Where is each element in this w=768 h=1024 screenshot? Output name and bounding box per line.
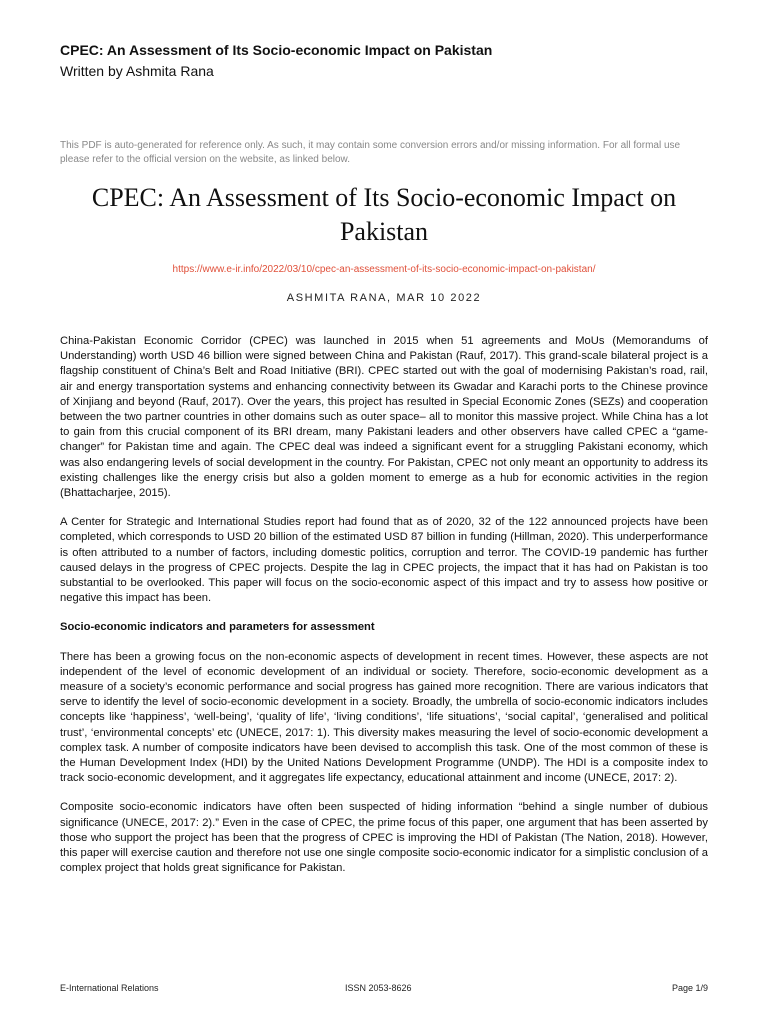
body-paragraph: There has been a growing focus on the non-economic aspects of development in recent times. However, these aspects are not independent of the level of economic development of an individual or society. Therefore, socio-economic development as a measure of a society’s economic performance and social progress has gained more recognition. There are various indicators that serve to identify the level of socio-economic development in a society. Broadly, the umbrella of socio-economic indicators includes concepts like ‘happiness’, ‘well-being’, ‘quality of life’, ‘living conditions’, ‘life situations’, ‘social capital’, ‘generalised and political trust’, ‘environmental concepts’ etc (UNECE, 2017: 1). This diversity makes measuring the level of socio-economic development a complex task. A number of composite indicators have been devised to accomplish this task. One of the most common of these is the Human Development Index (HDI) by the United Nations Development Programme (UNDP). The HDI is a composite index to track socio-economic development, and it aggregates life expectancy, educational attainment and income (UNECE, 2017: 2). <box>60 650 708 785</box>
article-byline: ASHMITA RANA, MAR 10 2022 <box>286 292 482 304</box>
header-title: CPEC: An Assessment of Its Socio-economic Impact on Pakistan <box>60 42 493 58</box>
footer-publisher: E-International Relations <box>60 983 159 993</box>
footer-issn: ISSN 2053-8626 <box>345 983 412 993</box>
body-paragraph: China-Pakistan Economic Corridor (CPEC) was launched in 2015 when 51 agreements and MoUs (Memorandums of Understanding) worth USD 46 billion were signed between China and Pakistan (Rauf, 2017). This grand-scale bilateral project is a flagship constituent of China’s Belt and Road Initiative (BRI). CPEC started out with the goal of modernising Pakistan’s road, rail, air and energy transportation systems and enhancing connectivity between its Gwadar and Karachi ports to the Chinese province of Xinjiang and beyond (Rauf, 2017). Over the years, this project has resulted in Special Economic Zones (SEZs) and cooperation between the two partner countries in other domains such as outer space– all to monitor this massive project. While China has a lot to gain from this crucial component of its BRI dream, many Pakistani leaders and other observers have called CPEC a “game-changer” for Pakistan time and again. The CPEC deal was indeed a significant event for a struggling Pakistani economy, which was also endangering levels of social development in the country. For Pakistan, CPEC not only meant an opportunity to address its existing challenges like the energy crisis but also a golden moment to emerge as a hub for economic activities in the region (Bhattacharjee, 2015). <box>60 335 708 500</box>
section-heading: Socio-economic indicators and parameters for assessment <box>60 621 375 634</box>
footer-page-number: Page 1/9 <box>671 983 708 993</box>
article-url-link[interactable]: https://www.e-ir.info/2022/03/10/cpec-an-assessment-of-its-socio-economic-impact-on-pakistan/ <box>172 264 596 275</box>
disclaimer-note: This PDF is auto-generated for reference only. As such, it may contain some conversion errors and/or missing information. For all formal use please refer to the official version on the website, as linked below. <box>60 140 681 165</box>
body-paragraph: A Center for Strategic and International Studies report had found that as of 2020, 32 of the 122 announced projects have been completed, which corresponds to USD 20 billion of the estimated USD 87 billion in funding (Hillman, 2020). This underperformance is often attributed to a number of factors, including domestic politics, corruption and terror. The COVID-19 pandemic has further caused delays in the progress of CPEC projects. Despite the lag in CPEC projects, the impact that it has had on Pakistan is too substantial to be overlooked. This paper will focus on the socio-economic aspect of this impact and try to assess how positive or negative this impact has been. <box>60 516 708 605</box>
body-paragraph: Composite socio-economic indicators have often been suspected of hiding information “behind a single number of dubious significance (UNECE, 2017: 2).” Even in the case of CPEC, the prime focus of this paper, one argument that has been asserted by those who support the project has been that the progress of CPEC is improving the HDI of Pakistan (The Nation, 2018). However, this paper will exercise caution and therefore not use one single composite socio-economic indicator for a simplistic conclusion of a complex project that holds great significance for Pakistan. <box>60 801 708 875</box>
article-title: CPEC: An Assessment of Its Socio-economic Impact on Pakistan <box>91 183 677 246</box>
article-body <box>60 334 708 891</box>
header-author: Written by Ashmita Rana <box>60 63 214 79</box>
